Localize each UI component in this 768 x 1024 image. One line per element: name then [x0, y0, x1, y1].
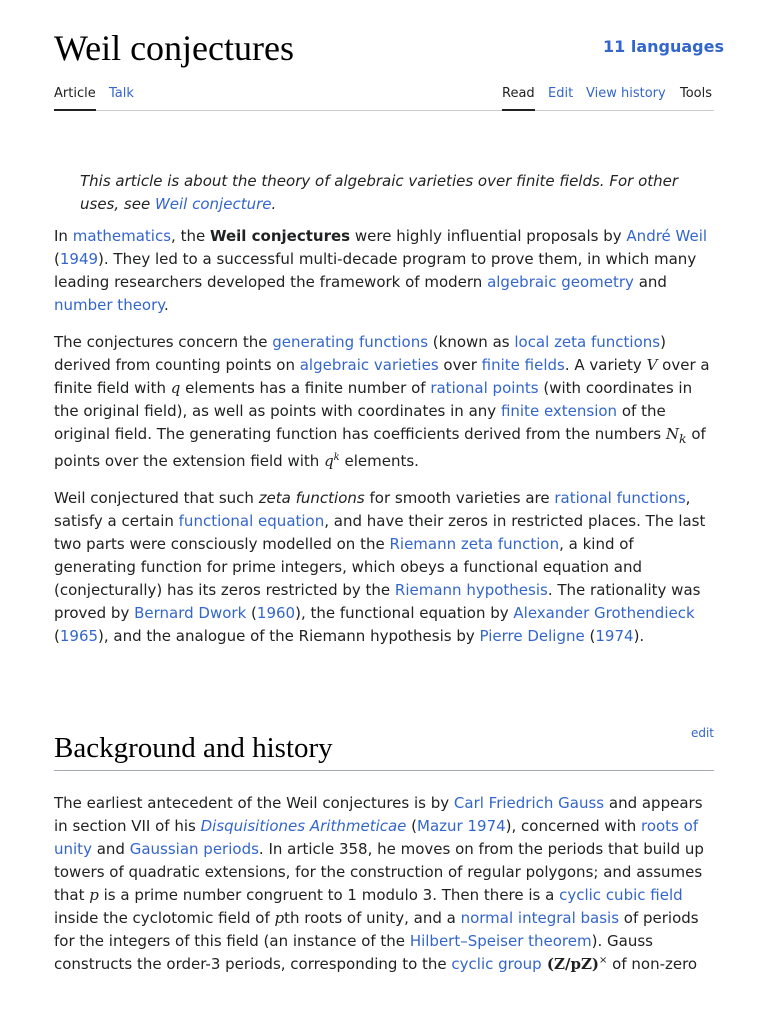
bold-term: Weil conjectures [209, 227, 351, 245]
link-alexander-grothendieck[interactable]: Alexander Grothendieck [513, 604, 695, 622]
t: ) derived from counting points on [54, 333, 666, 374]
t: (with coordinates in the original field), as well as points with coordinates in any [54, 379, 693, 420]
math-n: N [665, 425, 679, 443]
link-mazur-1974[interactable]: Mazur 1974 [417, 817, 506, 835]
t: ), concerned with [505, 817, 641, 835]
paragraph-3 [54, 487, 714, 648]
link-normal-integral-basis[interactable]: normal integral basis [460, 909, 620, 927]
t: of periods for the integers of this field (an instance of the [54, 909, 699, 950]
link-cyclic-cubic-field[interactable]: cyclic cubic field [559, 886, 683, 904]
link-algebraic-geometry[interactable]: algebraic geometry [487, 273, 634, 291]
math-group: (Z/pZ) [541, 955, 599, 973]
hatnote [80, 170, 714, 216]
t: ( [246, 604, 257, 622]
section-header [54, 726, 714, 771]
t: , satisfy a certain [54, 489, 691, 530]
link-hilbert-speiser[interactable]: Hilbert–Speiser theorem [409, 932, 592, 950]
t: ( [54, 627, 60, 645]
t: of the original field. The generating function has coefficients derived from the numbers [54, 402, 666, 443]
link-1960[interactable]: 1960 [256, 604, 296, 622]
link-gaussian-periods[interactable]: Gaussian periods [129, 840, 259, 858]
link-riemann-zeta-function[interactable]: Riemann zeta function [389, 535, 560, 553]
page-title: Weil conjectures [54, 28, 294, 68]
t: and [91, 840, 130, 858]
section-body [54, 792, 714, 990]
link-mathematics[interactable]: mathematics [72, 227, 172, 245]
t: ( [406, 817, 418, 835]
link-finite-fields[interactable]: finite fields [481, 356, 565, 374]
t: . In article 358, he moves on from the periods that build up towers of quadratic extensions, for the construction of regular polygons; and assumes that [54, 840, 704, 904]
paragraph-2 [54, 331, 714, 473]
t: ), the functional equation by [295, 604, 514, 622]
t: The conjectures concern the [54, 333, 273, 351]
t: (known as [428, 333, 515, 351]
t: of points over the extension field with [54, 425, 706, 470]
t: of non-zero [607, 955, 698, 973]
hatnote-text: This article is about the theory of algebraic varieties over finite fields. For other uses, see [80, 172, 679, 213]
tab-read[interactable]: Read [502, 86, 535, 101]
link-local-zeta-functions[interactable]: local zeta functions [514, 333, 661, 351]
t: . The rationality was proved by [54, 581, 701, 622]
math-k-sup: k [333, 452, 340, 463]
link-1949[interactable]: 1949 [59, 250, 99, 268]
link-pierre-deligne[interactable]: Pierre Deligne [479, 627, 585, 645]
math-k-sub: k [678, 431, 687, 446]
t: The earliest antecedent of the Weil conjectures is by [54, 794, 454, 812]
tab-edit[interactable]: Edit [548, 86, 574, 101]
t: and appears in section VII of his [54, 794, 703, 835]
math-q: q [170, 379, 181, 397]
link-weil-conjecture[interactable]: Weil conjecture [154, 195, 272, 213]
link-1965[interactable]: 1965 [59, 627, 99, 645]
italic-term: zeta functions [258, 489, 365, 507]
link-generating-functions[interactable]: generating functions [272, 333, 429, 351]
t: ). Gauss constructs the order-3 periods, corresponding to the [54, 932, 653, 973]
article-intro [54, 170, 714, 662]
page-tabs [54, 84, 714, 111]
hatnote-end: . [271, 195, 277, 213]
math-v: V [646, 356, 658, 374]
t: . A variety [564, 356, 647, 374]
t: , a kind of generating function for prime integers, which obeys a functional equation and (conjecturally) has its zeros restricted by the [54, 535, 643, 599]
link-cyclic-group[interactable]: cyclic group [451, 955, 542, 973]
section-heading: Background and history [54, 732, 333, 764]
math-p: p [89, 886, 99, 904]
t: for smooth varieties are [364, 489, 555, 507]
t: In [54, 227, 73, 245]
link-roots-of-unity[interactable]: roots of unity [54, 817, 699, 858]
t: over a finite field with [54, 356, 710, 397]
tab-talk[interactable]: Talk [109, 86, 134, 101]
t: and [633, 273, 667, 291]
math-p: p [274, 909, 285, 927]
link-andre-weil[interactable]: André Weil [626, 227, 708, 245]
paragraph-1 [54, 225, 714, 317]
language-selector[interactable]: 11 languages [603, 37, 724, 56]
t: , and have their zeros in restricted places. The last two parts were consciously modelled on the [54, 512, 706, 553]
paragraph-4 [54, 792, 714, 976]
link-finite-extension[interactable]: finite extension [500, 402, 618, 420]
t: ( [54, 250, 60, 268]
tab-article[interactable]: Article [54, 86, 96, 101]
link-riemann-hypothesis[interactable]: Riemann hypothesis [394, 581, 548, 599]
link-functional-equation[interactable]: functional equation [178, 512, 325, 530]
t: inside the cyclotomic field of [54, 909, 275, 927]
t: ). They led to a successful multi-decade program to prove them, in which many leading researchers developed the framework of modern [54, 250, 697, 291]
link-algebraic-varieties[interactable]: algebraic varieties [299, 356, 439, 374]
link-bernard-dwork[interactable]: Bernard Dwork [134, 604, 247, 622]
t: were highly influential proposals by [350, 227, 627, 245]
link-disquisitiones[interactable]: Disquisitiones Arithmeticae [200, 817, 407, 835]
t: th roots of unity, and a [284, 909, 461, 927]
math-times-sup: × [599, 955, 608, 966]
tab-view-history[interactable]: View history [586, 86, 666, 101]
t: . [164, 296, 169, 314]
t: over [438, 356, 482, 374]
link-gauss[interactable]: Carl Friedrich Gauss [453, 794, 605, 812]
tab-tools[interactable]: Tools [680, 86, 713, 101]
t: , the [171, 227, 210, 245]
t: elements has a finite number of [180, 379, 431, 397]
math-q: q [324, 452, 334, 470]
link-rational-functions[interactable]: rational functions [554, 489, 686, 507]
t: is a prime number congruent to 1 modulo 3. Then there is a [98, 886, 560, 904]
link-1974[interactable]: 1974 [595, 627, 634, 645]
link-number-theory[interactable]: number theory [54, 296, 165, 314]
t: ), and the analogue of the Riemann hypothesis by [98, 627, 480, 645]
t: ( [584, 627, 596, 645]
t: elements. [339, 452, 419, 470]
section-edit-link[interactable]: edit [690, 726, 714, 740]
t: ). [633, 627, 645, 645]
link-rational-points[interactable]: rational points [430, 379, 539, 397]
t: Weil conjectured that such [54, 489, 259, 507]
